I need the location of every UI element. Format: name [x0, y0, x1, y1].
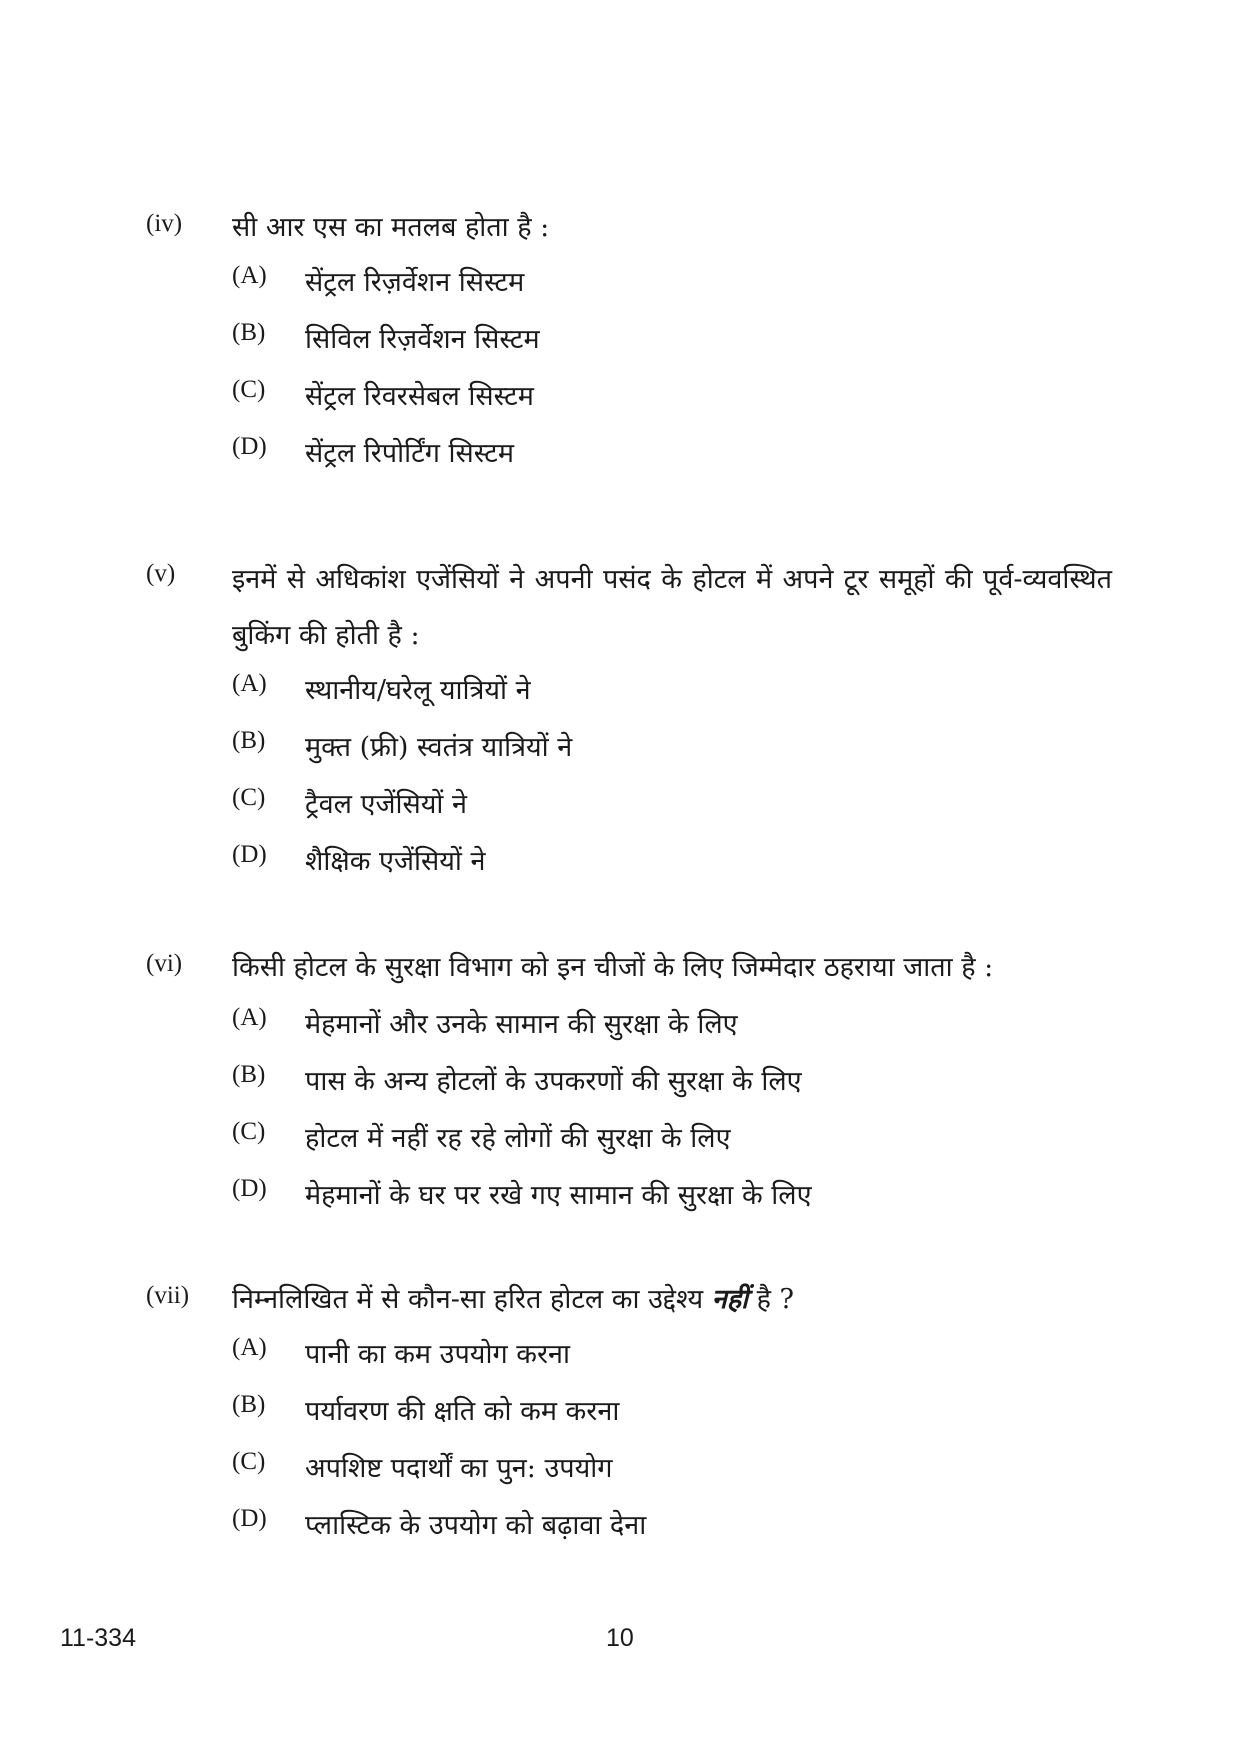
paper-code: 11-334	[60, 1624, 136, 1652]
option-b	[0, 727, 1241, 767]
option-a	[0, 1004, 1241, 1044]
question-text-before: निम्नलिखित में से कौन-सा हरित होटल का उद्देश्य	[232, 1284, 704, 1315]
question-text: किसी होटल के सुरक्षा विभाग को इन चीजों के लिए जिम्मेदार ठहराया जाता है :	[232, 952, 994, 983]
option-text: अपशिष्ट पदार्थों का पुन: उपयोग	[305, 1453, 613, 1484]
option-d	[0, 841, 1241, 881]
option-label: (C)	[232, 1118, 266, 1145]
option-label: (B)	[232, 319, 266, 346]
option-label: (D)	[232, 1175, 267, 1202]
option-label: (A)	[232, 262, 267, 289]
option-label: (B)	[232, 1391, 266, 1418]
option-c	[0, 1118, 1241, 1158]
option-label: (C)	[232, 376, 266, 403]
option-c	[0, 784, 1241, 824]
option-text: होटल में नहीं रह रहे लोगों की सुरक्षा के लिए	[305, 1123, 731, 1154]
option-label: (D)	[232, 1505, 267, 1532]
option-text: ट्रैवल एजेंसियों ने	[305, 789, 467, 820]
option-label: (B)	[232, 1061, 266, 1088]
question-number: (v)	[146, 560, 176, 587]
option-d	[0, 1175, 1241, 1215]
option-text: पास के अन्य होटलों के उपकरणों की सुरक्षा के लिए	[305, 1066, 802, 1097]
option-text: शैक्षिक एजेंसियों ने	[305, 846, 486, 877]
option-text: मेहमानों के घर पर रखे गए सामान की सुरक्षा के लिए	[305, 1180, 812, 1211]
option-text: मुक्त (फ्री) स्वतंत्र यात्रियों ने	[305, 732, 573, 763]
option-label: (A)	[232, 1334, 267, 1361]
option-label: (B)	[232, 727, 266, 754]
option-a	[0, 670, 1241, 710]
option-text: सेंट्रल रिवरसेबल सिस्टम	[305, 381, 534, 412]
option-label: (C)	[232, 784, 266, 811]
question-text-after: है ?	[756, 1284, 795, 1315]
option-label: (D)	[232, 841, 267, 868]
option-text: स्थानीय/घरेलू यात्रियों ने	[305, 675, 531, 706]
option-text: सेंट्रल रिज़र्वेशन सिस्टम	[305, 267, 525, 298]
option-d	[0, 1505, 1241, 1545]
option-label: (A)	[232, 1004, 267, 1031]
option-text: सिविल रिज़र्वेशन सिस्टम	[305, 324, 540, 355]
question-text: इनमें से अधिकांश एजेंसियों ने अपनी पसंद के होटल में अपने टूर समूहों की पूर्व-व्यवस्थित बुकिंग की होती है :	[232, 564, 1112, 651]
option-text: पर्यावरण की क्षति को कम करना	[305, 1396, 620, 1427]
option-a	[0, 1334, 1241, 1374]
question-number: (vi)	[146, 950, 183, 977]
question-text-emphasis: नहीं	[711, 1284, 749, 1315]
option-label: (C)	[232, 1448, 266, 1475]
option-b	[0, 319, 1241, 359]
option-b	[0, 1061, 1241, 1101]
page-number: 10	[606, 1624, 634, 1652]
question-number: (vii)	[146, 1282, 190, 1309]
option-text: मेहमानों और उनके सामान की सुरक्षा के लिए	[305, 1009, 738, 1040]
option-c	[0, 376, 1241, 416]
question-text: सी आर एस का मतलब होता है :	[232, 212, 550, 243]
option-label: (D)	[232, 433, 267, 460]
option-d	[0, 433, 1241, 473]
option-label: (A)	[232, 670, 267, 697]
option-a	[0, 262, 1241, 302]
question-text	[232, 1272, 1112, 1328]
option-text: पानी का कम उपयोग करना	[305, 1339, 570, 1370]
question-number: (iv)	[146, 210, 183, 237]
option-text: प्लास्टिक के उपयोग को बढ़ावा देना	[305, 1510, 647, 1541]
option-text: सेंट्रल रिपोर्टिंग सिस्टम	[305, 438, 514, 469]
option-b	[0, 1391, 1241, 1431]
option-c	[0, 1448, 1241, 1488]
